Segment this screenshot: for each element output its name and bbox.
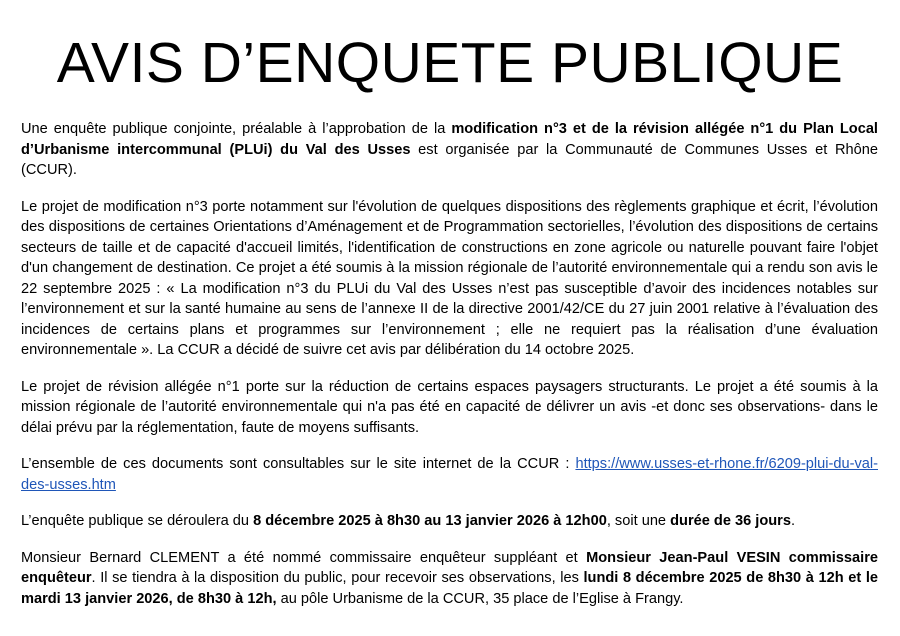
notice-body <box>21 119 878 625</box>
documents-text: L’ensemble de ces documents sont consultables sur le site internet de la CCUR : <box>21 456 576 472</box>
commissioner-bold-dates: lundi 8 décembre 2025 de 8h30 à 12h et le mardi 13 janvier 2026, de 8h30 à 12h, <box>21 570 878 607</box>
intro-text-end: est organisée par la Communauté de Communes Usses et Rhône (CCUR). <box>21 141 878 178</box>
commissioner-text: Monsieur Bernard CLEMENT a été nommé commissaire enquêteur suppléant et <box>21 549 587 566</box>
commissioner-bold-name: Monsieur Jean-Paul VESIN commissaire enquêteur <box>21 549 878 586</box>
dates-text-end: . <box>790 513 796 529</box>
dates-paragraph <box>21 511 878 532</box>
dates-text-mid: , soit une <box>606 513 671 529</box>
dates-bold-period: 8 décembre 2025 à 8h30 au 13 janvier 2026 à 12h00 <box>253 513 607 529</box>
dates-bold-duration: durée de 36 jours <box>670 513 791 529</box>
revision-paragraph: Le projet de révision allégée n°1 porte sur la réduction de certains espaces paysagers structurants. Le projet a été soumis à la mission régionale de l’autorité environnementale qui n'a pas été en capacité de délivrer un avis -et donc ses observations- dans le délai prévu par la réglementation, faute de moyens suffisants. <box>21 378 878 436</box>
documents-paragraph <box>21 454 878 495</box>
commissioner-text-end: au pôle Urbanisme de la CCUR, 35 place de l’Eglise à Frangy. <box>276 590 684 607</box>
ccur-website-link[interactable]: https://www.usses-et-rhone.fr/6209-plui-du-val-des-usses.htm <box>21 456 878 493</box>
intro-paragraph <box>21 119 878 181</box>
modification-paragraph: Le projet de modification n°3 porte notamment sur l'évolution de quelques dispositions des règlements graphique et écrit, l’évolution des dispositions de certaines Orientations d’Aménagement et de Programmation sectorielles, l’évolution des dispositions de certains secteurs de taille et de capacité d'accueil limités, l'identification de constructions en zone agricole ou naturelle pouvant faire l'objet d'un changement de destination. Ce projet a été soumis à la mission régionale de l’autorité environnementale qui a rendu son avis le 22 septembre 2025 : « La modification n°3 du PLUi du Val des Usses n’est pas susceptible d’avoir des incidences notables sur l’environnement et sur la santé humaine au sens de l’annexe II de la directive 2001/42/CE du 27 juin 2001 relative à l’évaluation des incidences de certains plans et programmes sur l’environnement ; elle ne requiert pas la réalisation d’une évaluation environnementale ». La CCUR a décidé de suivre cet avis par délibération du 14 octobre 2025. <box>21 198 878 358</box>
intro-bold-plan: modification n°3 et de la révision allégée n°1 du Plan Local d’Urbanisme intercommunal (PLUi) du Val des Usses <box>21 121 878 158</box>
commissioner-paragraph <box>21 548 878 610</box>
intro-text: Une enquête publique conjointe, préalable à l’approbation de la <box>21 121 452 137</box>
commissioner-text-mid: . Il se tiendra à la disposition du public, pour recevoir ses observations, les <box>91 570 584 586</box>
dates-text: L’enquête publique se déroulera du <box>21 513 254 529</box>
page-title: AVIS D’ENQUETE PUBLIQUE <box>56 31 844 95</box>
